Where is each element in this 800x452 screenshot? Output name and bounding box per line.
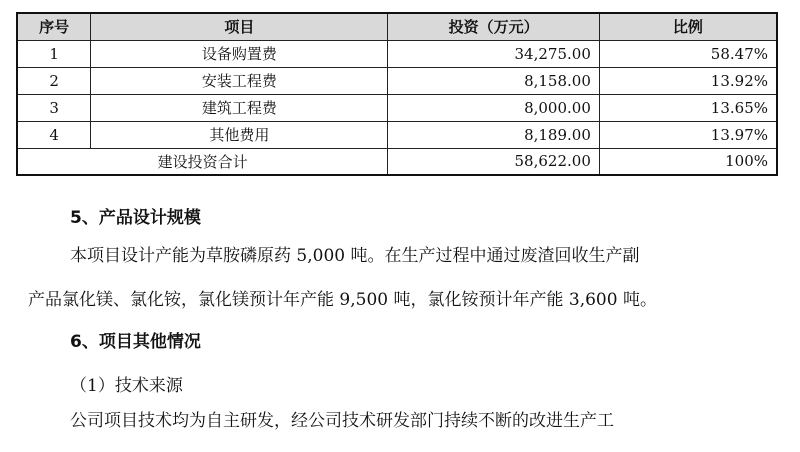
section-heading-5: 5、产品设计规模	[70, 208, 201, 228]
cell-seq: 2	[17, 67, 91, 94]
cell-item: 建筑工程费	[91, 94, 388, 121]
table-row	[17, 40, 777, 67]
cell-total-label: 建设投资合计	[17, 148, 388, 175]
cell-item: 设备购置费	[91, 40, 388, 67]
cell-item: 安装工程费	[91, 67, 388, 94]
header-item: 项目	[91, 13, 388, 40]
header-amount: 投资（万元）	[388, 13, 600, 40]
cell-amount: 8,000.00	[388, 94, 600, 121]
header-ratio: 比例	[599, 13, 777, 40]
investment-table	[16, 12, 778, 176]
table-total-row	[17, 148, 777, 175]
cell-seq: 4	[17, 121, 91, 148]
table-row	[17, 67, 777, 94]
subheading-tech-source: （1）技术来源	[70, 376, 183, 396]
cell-total-amount: 58,622.00	[388, 148, 600, 175]
section-heading-6: 6、项目其他情况	[70, 332, 201, 352]
cell-total-ratio: 100%	[599, 148, 777, 175]
cell-ratio: 13.92%	[599, 67, 777, 94]
table-row	[17, 94, 777, 121]
table-row	[17, 121, 777, 148]
cell-amount: 8,189.00	[388, 121, 600, 148]
cell-ratio: 58.47%	[599, 40, 777, 67]
cell-item: 其他费用	[91, 121, 388, 148]
paragraph-line: 公司项目技术均为自主研发，经公司技术研发部门持续不断的改进生产工	[70, 411, 614, 431]
cell-amount: 34,275.00	[388, 40, 600, 67]
cell-ratio: 13.65%	[599, 94, 777, 121]
header-seq: 序号	[17, 13, 91, 40]
paragraph-line: 产品氯化镁、氯化铵，氯化镁预计年产能 9,500 吨，氯化铵预计年产能 3,600 吨。	[28, 290, 657, 310]
paragraph-line: 本项目设计产能为草胺磷原药 5,000 吨。在生产过程中通过废渣回收生产副	[70, 246, 640, 266]
table-header-row	[17, 13, 777, 40]
cutoff-text-line	[30, 440, 770, 452]
cell-ratio: 13.97%	[599, 121, 777, 148]
cell-amount: 8,158.00	[388, 67, 600, 94]
cell-seq: 3	[17, 94, 91, 121]
cell-seq: 1	[17, 40, 91, 67]
